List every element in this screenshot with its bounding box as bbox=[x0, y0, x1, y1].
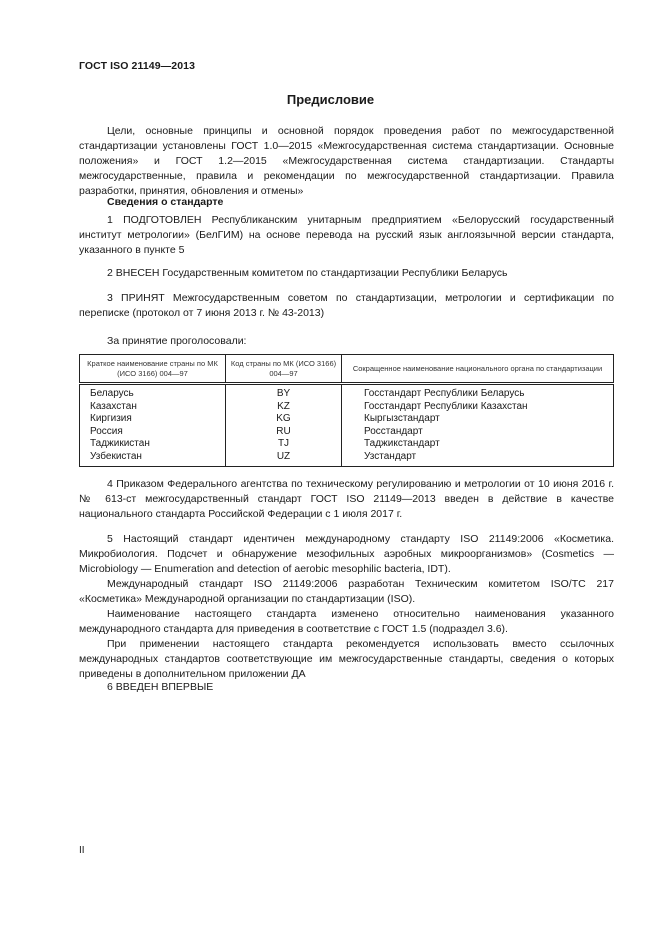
header-country-name: Краткое наименование страны по МК (ИСО 3166) 004—97 bbox=[80, 355, 226, 384]
country-name: Киргизия bbox=[80, 413, 226, 426]
header-standards-body: Сокращенное наименование национального органа по стандартизации bbox=[342, 355, 614, 384]
item-5-block bbox=[79, 532, 614, 682]
country-name: Узбекистан bbox=[80, 451, 226, 467]
standards-body: Кыргызстандарт bbox=[342, 413, 614, 426]
standards-body: Росстандарт bbox=[342, 426, 614, 439]
standards-body: Таджикстандарт bbox=[342, 438, 614, 451]
table-row bbox=[80, 401, 614, 414]
section-heading: Сведения о стандарте bbox=[107, 196, 224, 208]
voting-table bbox=[79, 354, 614, 467]
country-code: KZ bbox=[226, 401, 342, 414]
standards-body: Госстандарт Республики Беларусь bbox=[342, 384, 614, 401]
item-5-title-change-paragraph: Наименование настоящего стандарта изменено относительно наименования указанного международного стандарта для приведения в соответствие с ГОСТ 1.5 (подраздел 3.6). bbox=[79, 608, 614, 635]
country-name: Беларусь bbox=[80, 384, 226, 401]
standards-body: Узстандарт bbox=[342, 451, 614, 467]
country-name: Таджикистан bbox=[80, 438, 226, 451]
country-code: TJ bbox=[226, 438, 342, 451]
page-title: Предисловие bbox=[286, 92, 375, 107]
intro-paragraph: Цели, основные принципы и основной порядок проведения работ по межгосударственной стандартизации установлены ГОСТ 1.0—2015 «Межгосударственная система стандартизации. Основные положения» и ГОСТ 1.2—2015 «Межгосударственная система стандартизации. Стандарты межгосударственные, правила и рекомендации по межгосударственной стандартизации. Правила разработки, принятия, обновления и отмены» bbox=[79, 125, 614, 197]
item-1-paragraph: 1 ПОДГОТОВЛЕН Республиканским унитарным предприятием «Белорусский государственный институт метрологии» (БелГИМ) на основе перевода на русский язык англоязычной версии стандарта, указанного в пункте 5 bbox=[79, 214, 614, 256]
item-2-paragraph: 2 ВНЕСЕН Государственным комитетом по стандартизации Республики Беларусь bbox=[107, 267, 508, 279]
voted-label: За принятие проголосовали: bbox=[107, 335, 247, 347]
item-4-paragraph: 4 Приказом Федерального агентства по техническому регулированию и метрологии от 10 июня 2016 г. № 613-ст межгосударственный стандарт ГОСТ ISO 21149—2013 введен в действие в качестве национального стандарта Российской Федерации с 1 июля 2017 г. bbox=[79, 478, 614, 520]
country-code: KG bbox=[226, 413, 342, 426]
item-6-paragraph: 6 ВВЕДЕН ВПЕРВЫЕ bbox=[107, 681, 214, 693]
item-5-paragraph: 5 Настоящий стандарт идентичен международному стандарту ISO 21149:2006 «Косметика. Микробиология. Подсчет и обнаружение мезофильных аэробных микроорганизмов» (Cosmetics — Microbiology — Enumeration and detection of aerobic mesophilic bacteria, IDT). bbox=[79, 533, 614, 575]
country-code: UZ bbox=[226, 451, 342, 467]
document-id-header: ГОСТ ISO 21149—2013 bbox=[79, 60, 196, 72]
table-header-row bbox=[80, 355, 614, 384]
item-3-paragraph: 3 ПРИНЯТ Межгосударственным советом по стандартизации, метрологии и сертификации по переписке (протокол от 7 июня 2013 г. № 43-2013) bbox=[79, 292, 614, 319]
table-row bbox=[80, 384, 614, 401]
standards-body: Госстандарт Республики Казахстан bbox=[342, 401, 614, 414]
header-country-code: Код страны по МК (ИСО 3166) 004—97 bbox=[226, 355, 342, 384]
table-row bbox=[80, 413, 614, 426]
table-row bbox=[80, 451, 614, 467]
country-name: Казахстан bbox=[80, 401, 226, 414]
table-row bbox=[80, 438, 614, 451]
page-number: II bbox=[79, 845, 85, 856]
item-5-iso-committee-paragraph: Международный стандарт ISO 21149:2006 разработан Техническим комитетом ISO/TC 217 «Косметика» Международной организации по стандартизации (ISO). bbox=[79, 578, 614, 605]
country-code: RU bbox=[226, 426, 342, 439]
item-5-references-paragraph: При применении настоящего стандарта рекомендуется использовать вместо ссылочных международных стандартов соответствующие им межгосударственные стандарты, сведения о которых приведены в дополнительном приложении ДА bbox=[79, 638, 614, 680]
country-code: BY bbox=[226, 384, 342, 401]
table-row bbox=[80, 426, 614, 439]
country-name: Россия bbox=[80, 426, 226, 439]
